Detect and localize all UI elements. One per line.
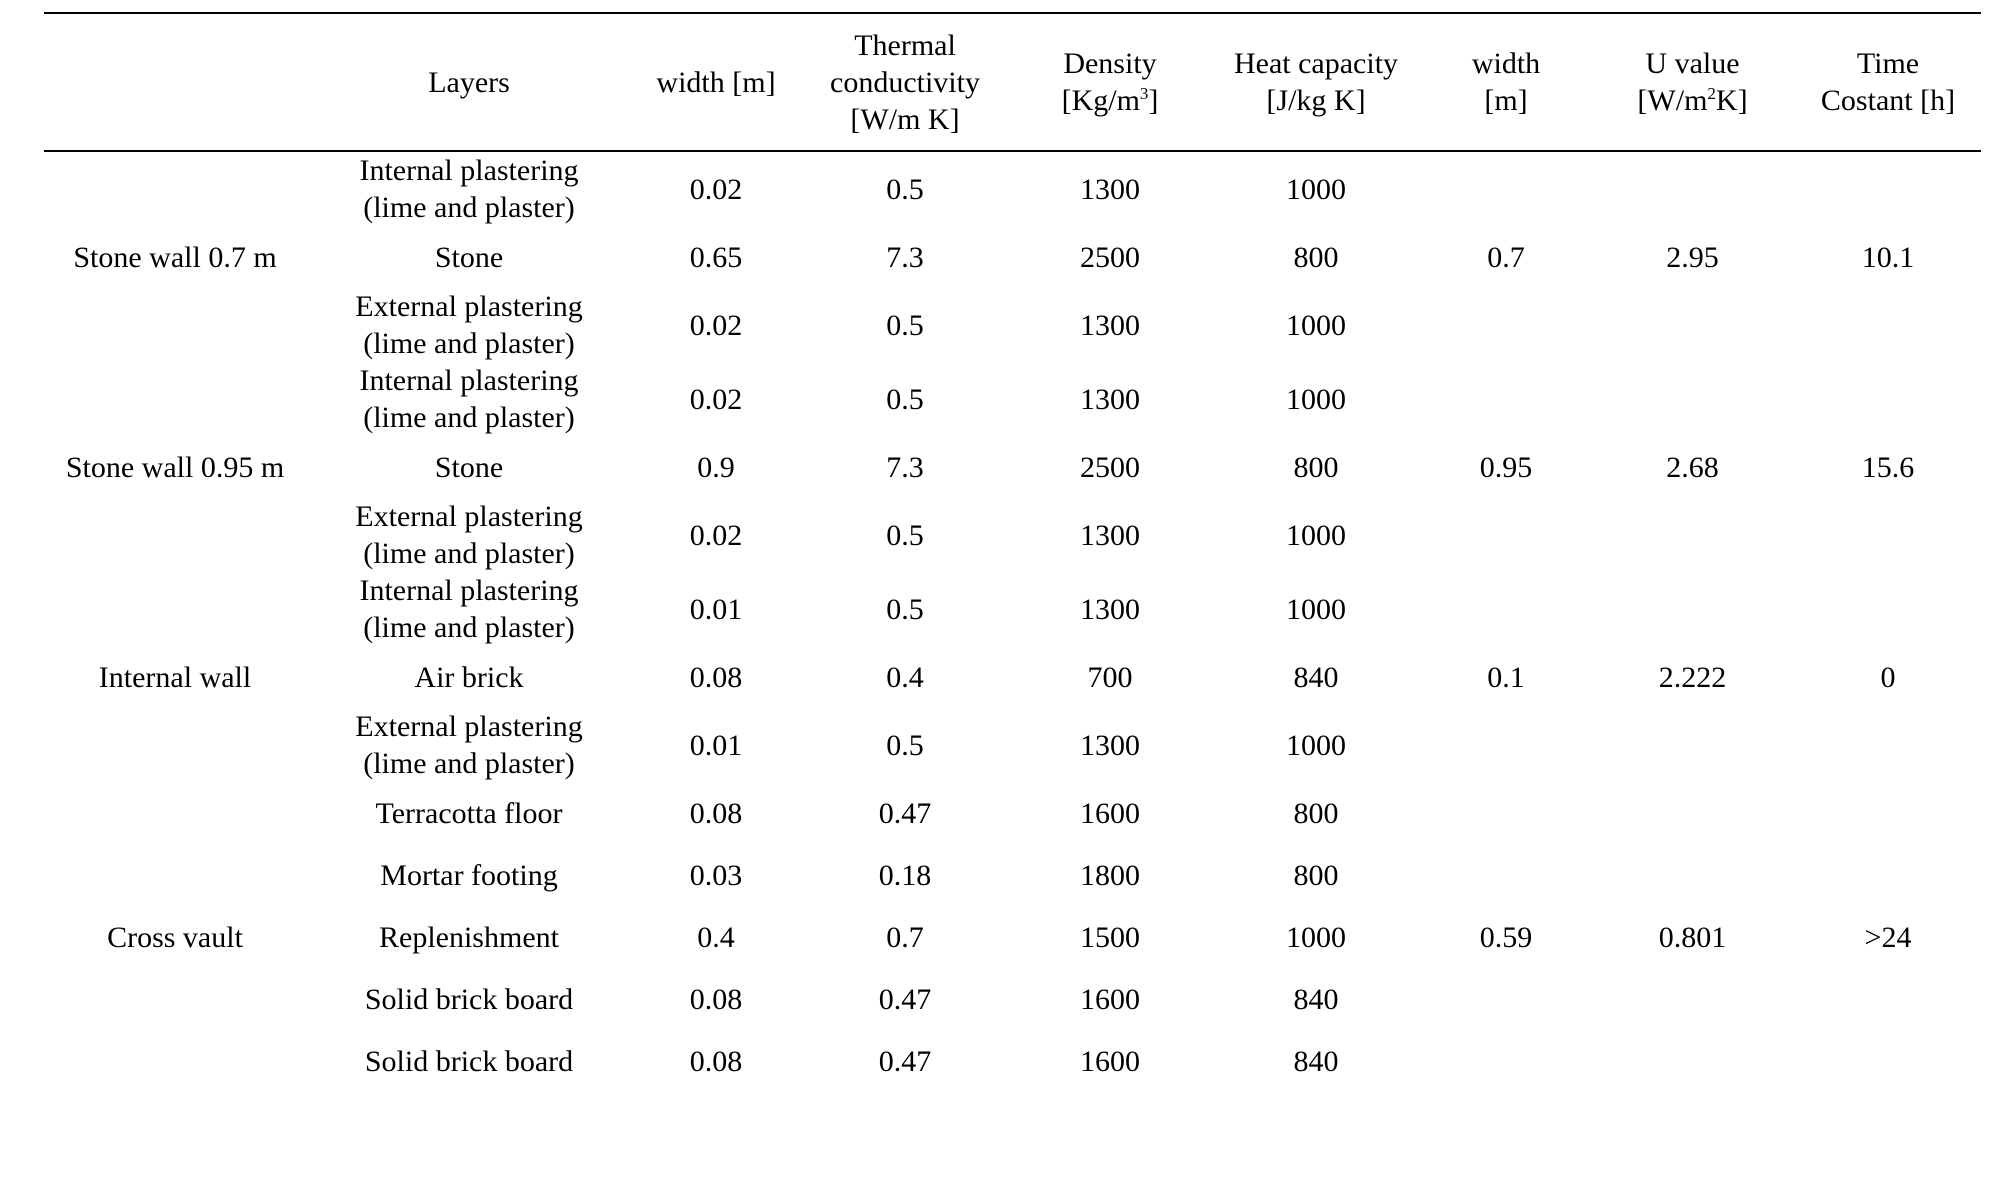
density-cell (1010, 436, 1210, 498)
layer-width-cell-text: 0.01 (689, 728, 743, 762)
layer-width-cell-text: 0.01 (689, 592, 743, 626)
u-value-cell-text: 0.801 (1658, 920, 1727, 954)
conductivity-cell (800, 708, 1010, 782)
density-cell (1010, 906, 1210, 968)
u-value-cell (1590, 151, 1795, 362)
conductivity-cell-text: 7.3 (886, 450, 924, 484)
layer-name-cell (306, 226, 632, 288)
heat-capacity-cell-text: 1000 (1286, 592, 1346, 626)
element-name-cell-text: Internal wall (98, 660, 252, 694)
layer-name-cell (306, 362, 632, 436)
density-cell (1010, 844, 1210, 906)
density-cell-text: 1300 (1080, 308, 1140, 342)
column-header-text: Thermal conductivity [W/m K] (830, 28, 980, 136)
layer-name-cell (306, 1030, 632, 1092)
layer-width-cell-text: 0.08 (689, 796, 743, 830)
layer-name-cell-text: Internal plastering (lime and plaster) (359, 364, 579, 434)
layer-width-cell-text: 0.03 (689, 858, 743, 892)
column-header-text: Layers (428, 65, 510, 99)
column-header-text: U value [W/m (1637, 47, 1740, 117)
heat-capacity-cell-text: 840 (1293, 660, 1339, 694)
table-body (44, 151, 1981, 1092)
time-constant-cell (1795, 151, 1981, 362)
layer-width-cell (632, 1030, 800, 1092)
density-cell (1010, 646, 1210, 708)
layer-width-cell (632, 362, 800, 436)
layer-width-cell-text: 0.02 (689, 308, 743, 342)
heat-capacity-cell-text: 840 (1293, 1044, 1339, 1078)
heat-capacity-cell (1210, 844, 1422, 906)
heat-capacity-cell (1210, 572, 1422, 646)
total-width-cell (1422, 782, 1590, 1092)
conductivity-cell (800, 782, 1010, 844)
heat-capacity-cell-text: 800 (1293, 240, 1339, 274)
u-value-cell (1590, 572, 1795, 782)
layer-name-cell-text: Mortar footing (380, 858, 558, 892)
layer-name-cell (306, 708, 632, 782)
heat-capacity-cell (1210, 968, 1422, 1030)
conductivity-cell-text: 7.3 (886, 240, 924, 274)
layer-width-cell (632, 498, 800, 572)
time-constant-cell (1795, 572, 1981, 782)
conductivity-cell-text: 0.5 (886, 518, 924, 552)
time-constant-cell-text: 10.1 (1861, 240, 1915, 274)
column-header-text: Heat capacity [J/kg K] (1233, 47, 1399, 117)
density-cell-text: 1300 (1080, 592, 1140, 626)
column-header-text: width [m] (1471, 47, 1541, 117)
density-cell (1010, 572, 1210, 646)
total-width-cell-text: 0.7 (1487, 240, 1525, 274)
heat-capacity-cell (1210, 782, 1422, 844)
layer-name-cell-text: External plastering (lime and plaster) (355, 710, 583, 780)
density-cell (1010, 151, 1210, 226)
heat-capacity-cell (1210, 646, 1422, 708)
column-header-text: Density [Kg/m (1061, 47, 1157, 117)
heat-capacity-cell (1210, 436, 1422, 498)
heat-capacity-cell-text: 1000 (1286, 172, 1346, 206)
layer-width-cell (632, 646, 800, 708)
column-header-density (1010, 13, 1210, 151)
element-name-cell-text: Stone wall 0.7 m (73, 240, 277, 274)
layer-width-cell (632, 968, 800, 1030)
density-cell (1010, 782, 1210, 844)
layer-name-cell-text: Terracotta floor (375, 796, 563, 830)
layer-width-cell-text: 0.9 (697, 450, 735, 484)
density-cell (1010, 362, 1210, 436)
u-value-cell-text: 2.222 (1658, 660, 1727, 694)
heat-capacity-cell-text: 1000 (1286, 518, 1346, 552)
heat-capacity-cell (1210, 288, 1422, 362)
element-name-cell (44, 362, 306, 572)
conductivity-cell (800, 288, 1010, 362)
conductivity-cell-text: 0.5 (886, 382, 924, 416)
heat-capacity-cell-text: 800 (1293, 858, 1339, 892)
layer-name-cell (306, 968, 632, 1030)
layer-name-cell (306, 498, 632, 572)
layer-width-cell (632, 151, 800, 226)
layer-width-cell (632, 844, 800, 906)
density-cell (1010, 498, 1210, 572)
table-row (44, 151, 1981, 226)
heat-capacity-cell (1210, 362, 1422, 436)
total-width-cell-text: 0.59 (1479, 920, 1533, 954)
layer-width-cell-text: 0.08 (689, 1044, 743, 1078)
column-header-layers (306, 13, 632, 151)
layer-name-cell-text: External plastering (lime and plaster) (355, 290, 583, 360)
conductivity-cell (800, 844, 1010, 906)
column-header-time-constant (1795, 13, 1981, 151)
density-cell-text: 1500 (1080, 920, 1140, 954)
heat-capacity-cell (1210, 226, 1422, 288)
time-constant-cell (1795, 782, 1981, 1092)
table-container (44, 12, 1981, 1092)
layer-name-cell-text: Solid brick board (364, 982, 574, 1016)
conductivity-cell (800, 226, 1010, 288)
layer-name-cell (306, 288, 632, 362)
total-width-cell (1422, 362, 1590, 572)
layer-width-cell-text: 0.08 (689, 660, 743, 694)
density-cell (1010, 968, 1210, 1030)
layer-width-cell-text: 0.65 (689, 240, 743, 274)
column-header-text: width [m] (656, 65, 776, 99)
layer-name-cell-text: External plastering (lime and plaster) (355, 500, 583, 570)
conductivity-cell-text: 0.5 (886, 592, 924, 626)
density-cell-text: 1300 (1080, 172, 1140, 206)
conductivity-cell (800, 362, 1010, 436)
table-row (44, 782, 1981, 844)
layer-name-cell (306, 646, 632, 708)
layer-name-cell-text: Air brick (414, 660, 524, 694)
column-header-conductivity (800, 13, 1010, 151)
conductivity-cell (800, 968, 1010, 1030)
density-cell-text: 1600 (1080, 796, 1140, 830)
column-header-text: Time Costant [h] (1820, 47, 1956, 117)
density-cell-text: 1300 (1080, 382, 1140, 416)
density-cell (1010, 708, 1210, 782)
layer-name-cell-text: Replenishment (379, 920, 559, 954)
density-cell (1010, 226, 1210, 288)
heat-capacity-cell-text: 1000 (1286, 308, 1346, 342)
total-width-cell (1422, 151, 1590, 362)
time-constant-cell-text: 15.6 (1861, 450, 1915, 484)
element-name-cell (44, 151, 306, 362)
thermal-properties-table (44, 12, 1981, 1092)
column-header-width-total (1422, 13, 1590, 151)
conductivity-cell (800, 498, 1010, 572)
density-cell-text: 2500 (1080, 240, 1140, 274)
conductivity-cell-text: 0.18 (878, 858, 932, 892)
conductivity-cell (800, 151, 1010, 226)
element-name-cell-text: Stone wall 0.95 m (65, 450, 285, 484)
total-width-cell (1422, 572, 1590, 782)
element-name-cell (44, 782, 306, 1092)
conductivity-cell (800, 1030, 1010, 1092)
layer-name-cell (306, 151, 632, 226)
layer-name-cell (306, 782, 632, 844)
heat-capacity-cell (1210, 498, 1422, 572)
u-value-cell-text: 2.68 (1666, 450, 1719, 484)
layer-name-cell (306, 572, 632, 646)
table-row (44, 572, 1981, 646)
heat-capacity-cell-text: 1000 (1286, 920, 1346, 954)
column-header-width-layer (632, 13, 800, 151)
layer-width-cell-text: 0.08 (689, 982, 743, 1016)
table-header-row (44, 13, 1981, 151)
conductivity-cell-text: 0.47 (878, 796, 932, 830)
conductivity-cell-text: 0.4 (886, 660, 924, 694)
column-header-group (44, 13, 306, 151)
heat-capacity-cell-text: 1000 (1286, 382, 1346, 416)
column-header-u-value (1590, 13, 1795, 151)
layer-width-cell (632, 708, 800, 782)
conductivity-cell-text: 0.47 (878, 982, 932, 1016)
column-header-suffix: K] (1715, 84, 1748, 117)
conductivity-cell-text: 0.7 (886, 920, 924, 954)
total-width-cell-text: 0.1 (1487, 660, 1525, 694)
time-constant-cell-text: >24 (1864, 920, 1912, 954)
conductivity-cell-text: 0.5 (886, 308, 924, 342)
conductivity-cell-text: 0.5 (886, 172, 924, 206)
layer-name-cell (306, 436, 632, 498)
table-row (44, 362, 1981, 436)
time-constant-cell-text: 0 (1880, 660, 1896, 694)
time-constant-cell (1795, 362, 1981, 572)
conductivity-cell (800, 646, 1010, 708)
layer-width-cell-text: 0.4 (697, 920, 735, 954)
layer-name-cell-text: Stone (434, 240, 504, 274)
layer-width-cell (632, 436, 800, 498)
u-value-cell (1590, 782, 1795, 1092)
u-value-cell-text: 2.95 (1666, 240, 1719, 274)
column-header-heat-capacity (1210, 13, 1422, 151)
conductivity-cell-text: 0.47 (878, 1044, 932, 1078)
density-cell (1010, 1030, 1210, 1092)
heat-capacity-cell-text: 800 (1293, 796, 1339, 830)
heat-capacity-cell (1210, 906, 1422, 968)
layer-width-cell (632, 906, 800, 968)
column-header-suffix: ] (1148, 84, 1159, 117)
column-header-superscript: 2 (1707, 84, 1716, 103)
layer-name-cell-text: Internal plastering (lime and plaster) (359, 154, 579, 224)
density-cell-text: 1600 (1080, 982, 1140, 1016)
density-cell-text: 2500 (1080, 450, 1140, 484)
layer-width-cell-text: 0.02 (689, 172, 743, 206)
layer-width-cell (632, 782, 800, 844)
layer-name-cell-text: Internal plastering (lime and plaster) (359, 574, 579, 644)
density-cell-text: 700 (1087, 660, 1133, 694)
conductivity-cell (800, 436, 1010, 498)
density-cell-text: 1800 (1080, 858, 1140, 892)
layer-width-cell-text: 0.02 (689, 518, 743, 552)
heat-capacity-cell-text: 800 (1293, 450, 1339, 484)
density-cell-text: 1600 (1080, 1044, 1140, 1078)
element-name-cell (44, 572, 306, 782)
heat-capacity-cell-text: 840 (1293, 982, 1339, 1016)
u-value-cell (1590, 362, 1795, 572)
heat-capacity-cell-text: 1000 (1286, 728, 1346, 762)
density-cell-text: 1300 (1080, 728, 1140, 762)
layer-width-cell (632, 288, 800, 362)
conductivity-cell (800, 906, 1010, 968)
layer-name-cell (306, 844, 632, 906)
density-cell-text: 1300 (1080, 518, 1140, 552)
layer-width-cell (632, 572, 800, 646)
layer-width-cell-text: 0.02 (689, 382, 743, 416)
conductivity-cell-text: 0.5 (886, 728, 924, 762)
layer-name-cell-text: Stone (434, 450, 504, 484)
heat-capacity-cell (1210, 151, 1422, 226)
layer-name-cell-text: Solid brick board (364, 1044, 574, 1078)
heat-capacity-cell (1210, 1030, 1422, 1092)
layer-width-cell (632, 226, 800, 288)
layer-name-cell (306, 906, 632, 968)
conductivity-cell (800, 572, 1010, 646)
density-cell (1010, 288, 1210, 362)
element-name-cell-text: Cross vault (107, 920, 243, 954)
total-width-cell-text: 0.95 (1479, 450, 1533, 484)
column-header-superscript: 3 (1139, 84, 1149, 103)
heat-capacity-cell (1210, 708, 1422, 782)
